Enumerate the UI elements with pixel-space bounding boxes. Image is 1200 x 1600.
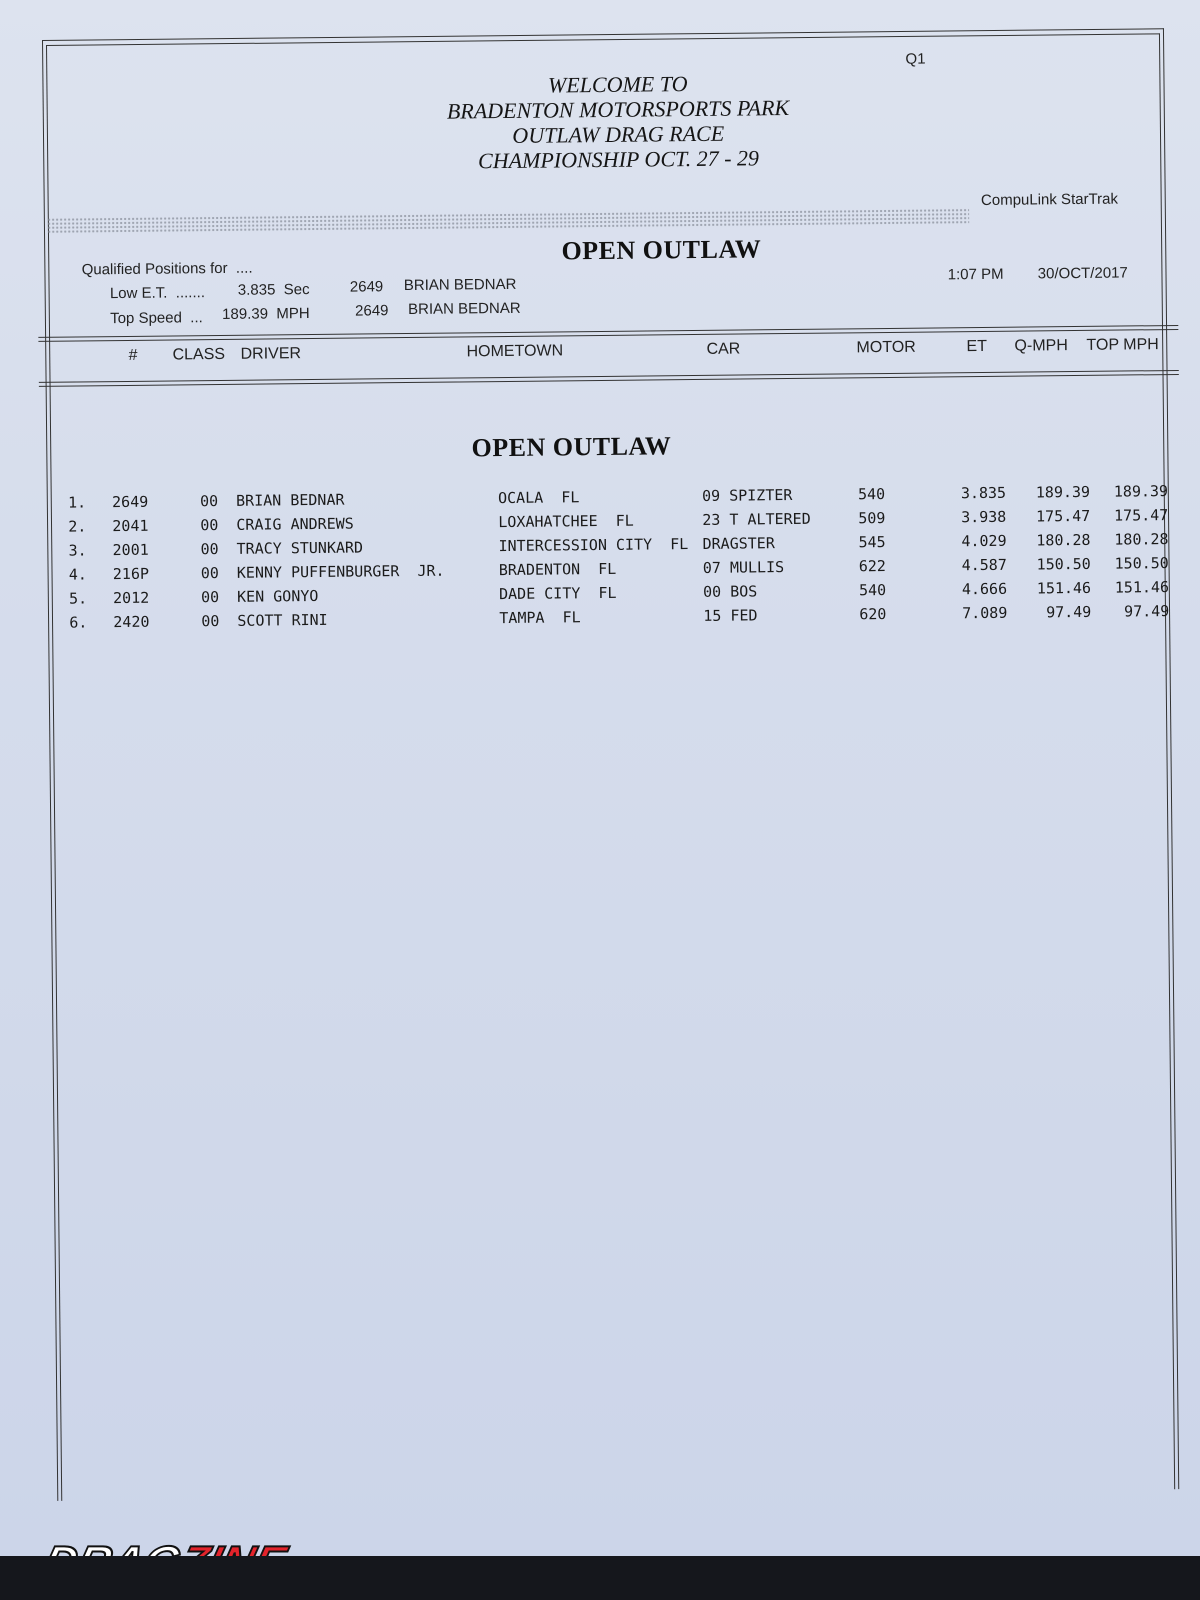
cell-class: 00	[200, 540, 219, 559]
cell-hometown: INTERCESSION CITY FL	[498, 535, 689, 556]
cell-car: 07 MULLIS	[702, 558, 785, 577]
dotted-band	[47, 208, 969, 234]
event-title-line-1: WELCOME TO	[547, 71, 688, 98]
cell-class: 00	[200, 516, 219, 535]
cell-car: DRAGSTER	[702, 534, 775, 553]
cell-topmph: 97.49	[1124, 602, 1170, 621]
cell-topmph: 150.50	[1114, 554, 1169, 573]
cell-qmph: 97.49	[1046, 602, 1092, 622]
section-title: OPEN OUTLAW	[471, 431, 672, 463]
cell-driver: SCOTT RINI	[237, 610, 328, 630]
cell-hometown: OCALA FL	[497, 488, 580, 508]
print-time: 1:07 PM	[947, 265, 1004, 284]
cell-topmph: 189.39	[1113, 482, 1169, 501]
cell-topmph: 151.46	[1114, 578, 1170, 597]
cell-position: 2.	[68, 517, 87, 536]
cell-motor: 622	[858, 557, 886, 576]
cell-motor: 545	[858, 533, 886, 552]
column-header-hometown: HOMETOWN	[466, 342, 564, 361]
cell-qmph: 175.47	[1036, 506, 1091, 526]
cell-et: 4.029	[961, 531, 1007, 551]
cell-class: 00	[200, 588, 220, 607]
cell-et: 3.835	[960, 483, 1007, 503]
cell-car-number: 2012	[113, 588, 150, 608]
column-header-motor: MOTOR	[856, 338, 916, 357]
cell-car: 15 FED	[703, 606, 758, 625]
cell-car-number: 2041	[112, 516, 149, 536]
top-speed-label: Top Speed ...	[110, 309, 203, 328]
cell-driver: KENNY PUFFENBURGER JR.	[236, 561, 445, 582]
cell-et: 4.666	[961, 579, 1008, 599]
system-label: CompuLink StarTrak	[980, 190, 1119, 210]
cell-qmph: 189.39	[1035, 482, 1091, 502]
column-header-qmph: Q-MPH	[1014, 337, 1068, 355]
cell-driver: CRAIG ANDREWS	[236, 514, 354, 534]
cell-et: 4.587	[961, 555, 1007, 575]
cell-position: 3.	[68, 541, 87, 560]
cell-class: 00	[200, 564, 219, 583]
cell-position: 6.	[69, 613, 88, 632]
class-title: OPEN OUTLAW	[561, 234, 762, 266]
cell-class: 00	[199, 492, 219, 511]
cell-motor: 540	[858, 581, 887, 600]
cell-hometown: TAMPA FL	[499, 608, 581, 628]
event-title	[398, 69, 839, 174]
cell-motor: 540	[857, 485, 886, 504]
cell-hometown: DADE CITY FL	[498, 583, 617, 604]
cell-driver: TRACY STUNKARD	[236, 538, 364, 558]
qualified-label: Qualified Positions for ....	[81, 259, 253, 279]
column-header-num: #	[128, 346, 138, 364]
cell-motor: 620	[859, 605, 887, 624]
cell-hometown: LOXAHATCHEE FL	[498, 511, 634, 532]
cell-qmph: 180.28	[1036, 530, 1091, 550]
cell-et: 7.089	[962, 603, 1008, 623]
cell-position: 1.	[67, 493, 87, 512]
cell-car-number: 2420	[113, 612, 150, 632]
cell-qmph: 151.46	[1036, 578, 1092, 598]
cell-car-number: 216P	[112, 564, 150, 584]
print-date: 30/OCT/2017	[1037, 264, 1128, 283]
column-header-topmph: TOP MPH	[1086, 336, 1159, 354]
cell-driver: KEN GONYO	[236, 586, 319, 606]
column-header-class: CLASS	[172, 345, 226, 364]
column-header-driver: DRIVER	[240, 345, 302, 363]
cell-motor: 509	[858, 509, 886, 528]
low-et-value: 3.835 Sec	[237, 281, 310, 299]
session-label: Q1	[905, 50, 926, 68]
cell-topmph: 180.28	[1114, 530, 1169, 549]
low-et-car: 2649	[349, 278, 384, 296]
low-et-label: Low E.T. .......	[109, 284, 206, 303]
column-header-et: ET	[966, 337, 988, 356]
top-speed-car: 2649	[355, 302, 389, 320]
cell-position: 5.	[69, 589, 88, 608]
column-header-car: CAR	[706, 340, 741, 358]
cell-car: 23 T ALTERED	[702, 509, 811, 529]
cell-hometown: BRADENTON FL	[498, 559, 617, 580]
cell-car-number: 2001	[112, 540, 149, 560]
cell-topmph: 175.47	[1114, 506, 1169, 525]
cell-car-number: 2649	[111, 492, 149, 512]
bottom-band	[0, 1556, 1200, 1600]
cell-car: 00 BOS	[702, 582, 758, 601]
event-title-line-2: BRADENTON MOTORSPORTS PARK	[446, 95, 790, 124]
top-speed-driver: BRIAN BEDNAR	[408, 299, 521, 319]
low-et-driver: BRIAN BEDNAR	[403, 275, 517, 295]
event-title-line-3: OUTLAW DRAG RACE	[512, 120, 725, 148]
cell-car: 09 SPIZTER	[701, 485, 793, 505]
cell-et: 3.938	[961, 507, 1007, 527]
cell-qmph: 150.50	[1036, 554, 1091, 574]
cell-position: 4.	[68, 565, 88, 584]
cell-class: 00	[201, 612, 220, 631]
top-speed-value: 189.39 MPH	[222, 305, 310, 323]
event-title-line-4: CHAMPIONSHIP OCT. 27 - 29	[477, 145, 760, 174]
cell-driver: BRIAN BEDNAR	[235, 490, 345, 510]
